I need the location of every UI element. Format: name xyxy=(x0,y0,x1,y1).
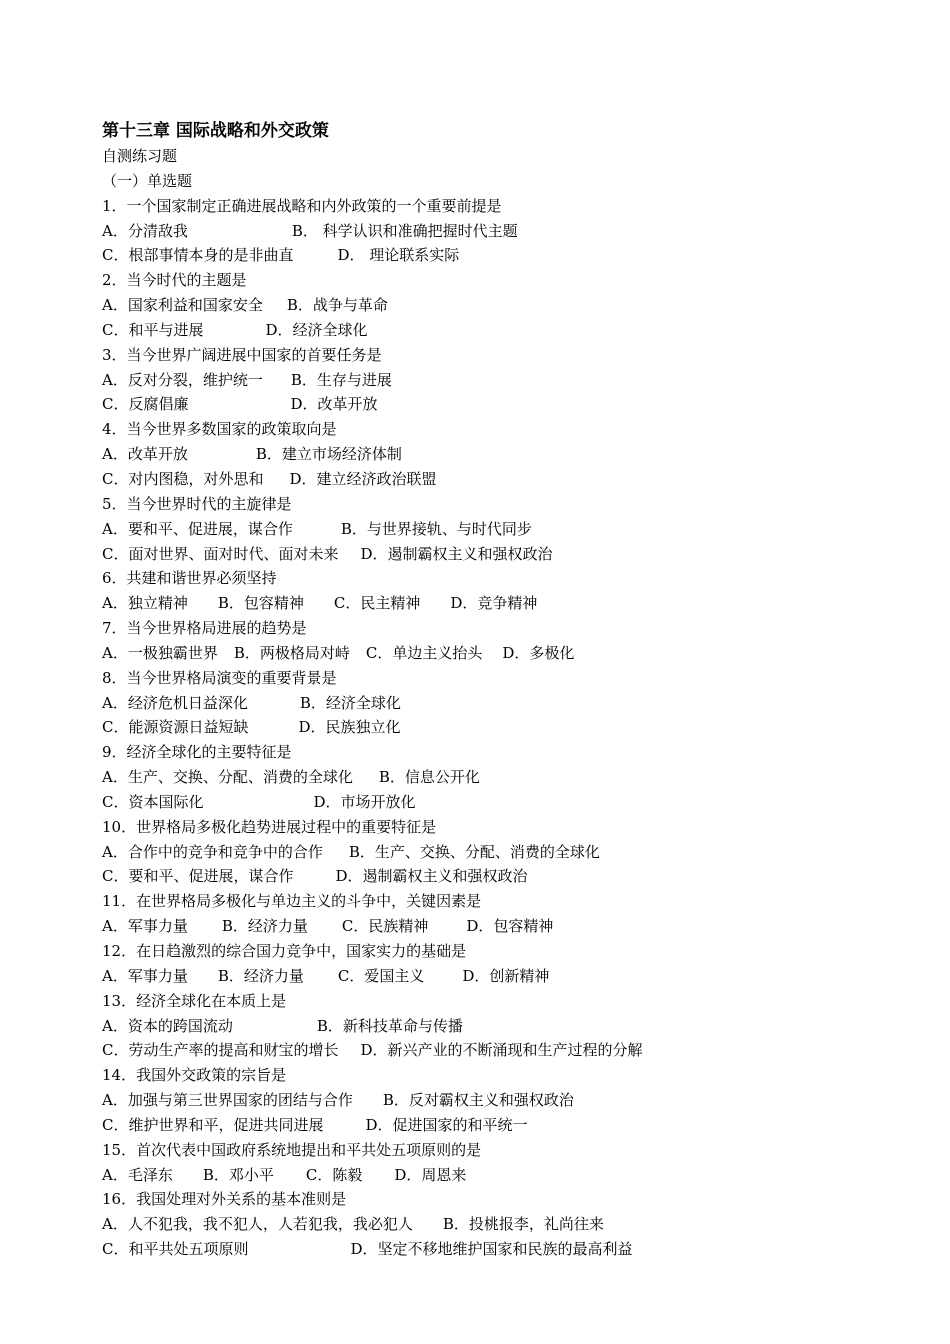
answer-option: D．多极化 xyxy=(502,643,575,662)
options-row xyxy=(102,542,862,567)
answer-option: D．改革开放 xyxy=(290,395,378,414)
answer-option: B．生存与进展 xyxy=(290,370,392,389)
options-row xyxy=(102,1237,862,1262)
answer-option: D．竞争精神 xyxy=(450,594,538,613)
options-row xyxy=(102,840,862,865)
question-stem: 6．共建和谐世界必须坚持 xyxy=(102,569,277,588)
options-row xyxy=(102,1038,862,1063)
answer-option: C．劳动生产率的提高和财宝的增长 xyxy=(102,1041,339,1060)
question-stem: 4．当今世界多数国家的政策取向是 xyxy=(102,420,337,439)
answer-option: C．和平与进展 xyxy=(102,320,204,339)
answer-option: B．邓小平 xyxy=(202,1165,274,1184)
options-row xyxy=(102,864,862,889)
answer-option: B．反对霸权主义和强权政治 xyxy=(382,1091,574,1110)
answer-option: D．民族独立化 xyxy=(298,718,401,737)
answer-option: C．民主精神 xyxy=(333,594,421,613)
answer-option: C．维护世界和平，促进共同进展 xyxy=(102,1115,324,1134)
document-page xyxy=(102,118,862,1262)
exercise-subtitle: 自测练习题 xyxy=(102,147,178,165)
options-row xyxy=(102,442,862,467)
answer-option: A．合作中的竞争和竞争中的合作 xyxy=(102,842,323,861)
answer-option: C．能源资源日益短缺 xyxy=(102,718,249,737)
options-row xyxy=(102,790,862,815)
options-row xyxy=(102,591,862,616)
section-heading: （一）单选题 xyxy=(102,171,193,190)
answer-option: A．资本的跨国流动 xyxy=(102,1016,233,1035)
options-row xyxy=(102,517,862,542)
answer-option: B．投桃报李，礼尚往来 xyxy=(442,1215,604,1234)
answer-option: A．经济危机日益深化 xyxy=(102,693,248,712)
answer-option: C．陈毅 xyxy=(305,1165,363,1184)
answer-option: A．军事力量 xyxy=(102,966,188,985)
answer-option: D．遏制霸权主义和强权政治 xyxy=(360,544,553,563)
answer-option: B．与世界接轨、与时代同步 xyxy=(340,519,532,538)
question-stem: 12．在日趋激烈的综合国力竞争中，国家实力的基础是 xyxy=(102,942,467,960)
answer-option: A．毛泽东 xyxy=(102,1165,173,1184)
answer-option: A．人不犯我，我不犯人，人若犯我，我必犯人 xyxy=(102,1215,413,1234)
answer-option: A．独立精神 xyxy=(102,594,188,613)
question-stem: 15．首次代表中国政府系统地提出和平共处五项原则的是 xyxy=(102,1140,482,1159)
question-stem: 13．经济全球化在本质上是 xyxy=(102,991,287,1010)
answer-option: D．新兴产业的不断涌现和生产过程的分解 xyxy=(360,1041,643,1060)
answer-option: D．坚定不移地维护国家和民族的最高利益 xyxy=(350,1240,633,1259)
options-row xyxy=(102,467,862,492)
answer-option: B．经济力量 xyxy=(217,966,304,985)
question-stem: 7．当今世界格局进展的趋势是 xyxy=(102,619,307,638)
answer-option: B． 科学认识和准确把握时代主题 xyxy=(291,221,518,240)
options-row xyxy=(102,368,862,393)
options-row xyxy=(102,318,862,343)
answer-option: C．爱国主义 xyxy=(337,966,425,985)
options-row xyxy=(102,1088,862,1113)
answer-option: C．对内图稳，对外思和 xyxy=(102,469,264,488)
answer-option: A．改革开放 xyxy=(102,445,188,464)
answer-option: D．建立经济政治联盟 xyxy=(289,469,437,488)
options-row xyxy=(102,964,862,989)
answer-option: A．要和平、促进展，谋合作 xyxy=(102,519,293,538)
answer-option: C．面对世界、面对时代、面对未来 xyxy=(102,544,339,563)
options-row xyxy=(102,1212,862,1237)
answer-option: B．经济全球化 xyxy=(299,693,401,712)
answer-option: B．生产、交换、分配、消费的全球化 xyxy=(348,842,600,861)
answer-option: D．周恩来 xyxy=(394,1165,467,1184)
answer-option: B．经济力量 xyxy=(221,917,308,936)
question-stem: 16．我国处理对外关系的基本准则是 xyxy=(102,1190,347,1209)
question-stem: 11．在世界格局多极化与单边主义的斗争中，关键因素是 xyxy=(102,892,482,911)
answer-option: C．要和平、促进展，谋合作 xyxy=(102,867,294,886)
chapter-title: 第十三章 国际战略和外交政策 xyxy=(102,121,329,141)
options-row xyxy=(102,765,862,790)
answer-option: D．市场开放化 xyxy=(313,792,416,811)
answer-option: B．包容精神 xyxy=(217,594,304,613)
answer-option: B．新科技革命与传播 xyxy=(316,1016,463,1035)
options-row xyxy=(102,1113,862,1138)
answer-option: B．建立市场经济体制 xyxy=(255,445,402,464)
answer-option: B．战争与革命 xyxy=(286,296,388,315)
question-stem: 1．一个国家制定正确进展战略和内外政策的一个重要前提是 xyxy=(102,196,502,215)
options-row xyxy=(102,641,862,666)
answer-option: B．信息公开化 xyxy=(378,768,480,787)
options-row xyxy=(102,219,862,244)
answer-option: A．分清敌我 xyxy=(102,221,188,240)
answer-option: B．两极格局对峙 xyxy=(233,643,350,662)
answer-option: C．资本国际化 xyxy=(102,792,204,811)
question-stem: 10．世界格局多极化趋势进展过程中的重要特征是 xyxy=(102,817,437,836)
answer-option: A．生产、交换、分配、消费的全球化 xyxy=(102,768,353,787)
options-row xyxy=(102,715,862,740)
answer-option: C．民族精神 xyxy=(341,917,429,936)
answer-option: C．和平共处五项原则 xyxy=(102,1240,249,1259)
options-row xyxy=(102,243,862,268)
question-stem: 2．当今时代的主题是 xyxy=(102,271,247,290)
question-list xyxy=(102,194,862,1262)
answer-option: D．创新精神 xyxy=(462,966,550,985)
answer-option: D．遏制霸权主义和强权政治 xyxy=(335,867,528,886)
answer-option: D．促进国家的和平统一 xyxy=(365,1115,528,1134)
answer-option: C．反腐倡廉 xyxy=(102,395,189,414)
answer-option: A．反对分裂，维护统一 xyxy=(102,370,263,389)
options-row xyxy=(102,392,862,417)
options-row xyxy=(102,1163,862,1188)
options-row xyxy=(102,914,862,939)
answer-option: A．一极独霸世界 xyxy=(102,643,218,662)
question-stem: 9．经济全球化的主要特征是 xyxy=(102,743,292,762)
options-row xyxy=(102,1014,862,1039)
question-stem: 5．当今世界时代的主旋律是 xyxy=(102,494,292,513)
question-stem: 8．当今世界格局演变的重要背景是 xyxy=(102,668,337,687)
answer-option: A．加强与第三世界国家的团结与合作 xyxy=(102,1091,353,1110)
answer-option: C．单边主义抬头 xyxy=(365,643,483,662)
options-row xyxy=(102,293,862,318)
answer-option: A．国家利益和国家安全 xyxy=(102,296,263,315)
answer-option: D．包容精神 xyxy=(466,917,554,936)
answer-option: A．军事力量 xyxy=(102,917,188,936)
answer-option: C．根部事情本身的是非曲直 xyxy=(102,246,294,265)
options-row xyxy=(102,691,862,716)
answer-option: D． 理论联系实际 xyxy=(337,246,460,265)
question-stem: 14．我国外交政策的宗旨是 xyxy=(102,1066,287,1085)
question-stem: 3．当今世界广阔进展中国家的首要任务是 xyxy=(102,345,382,364)
answer-option: D．经济全球化 xyxy=(265,320,368,339)
